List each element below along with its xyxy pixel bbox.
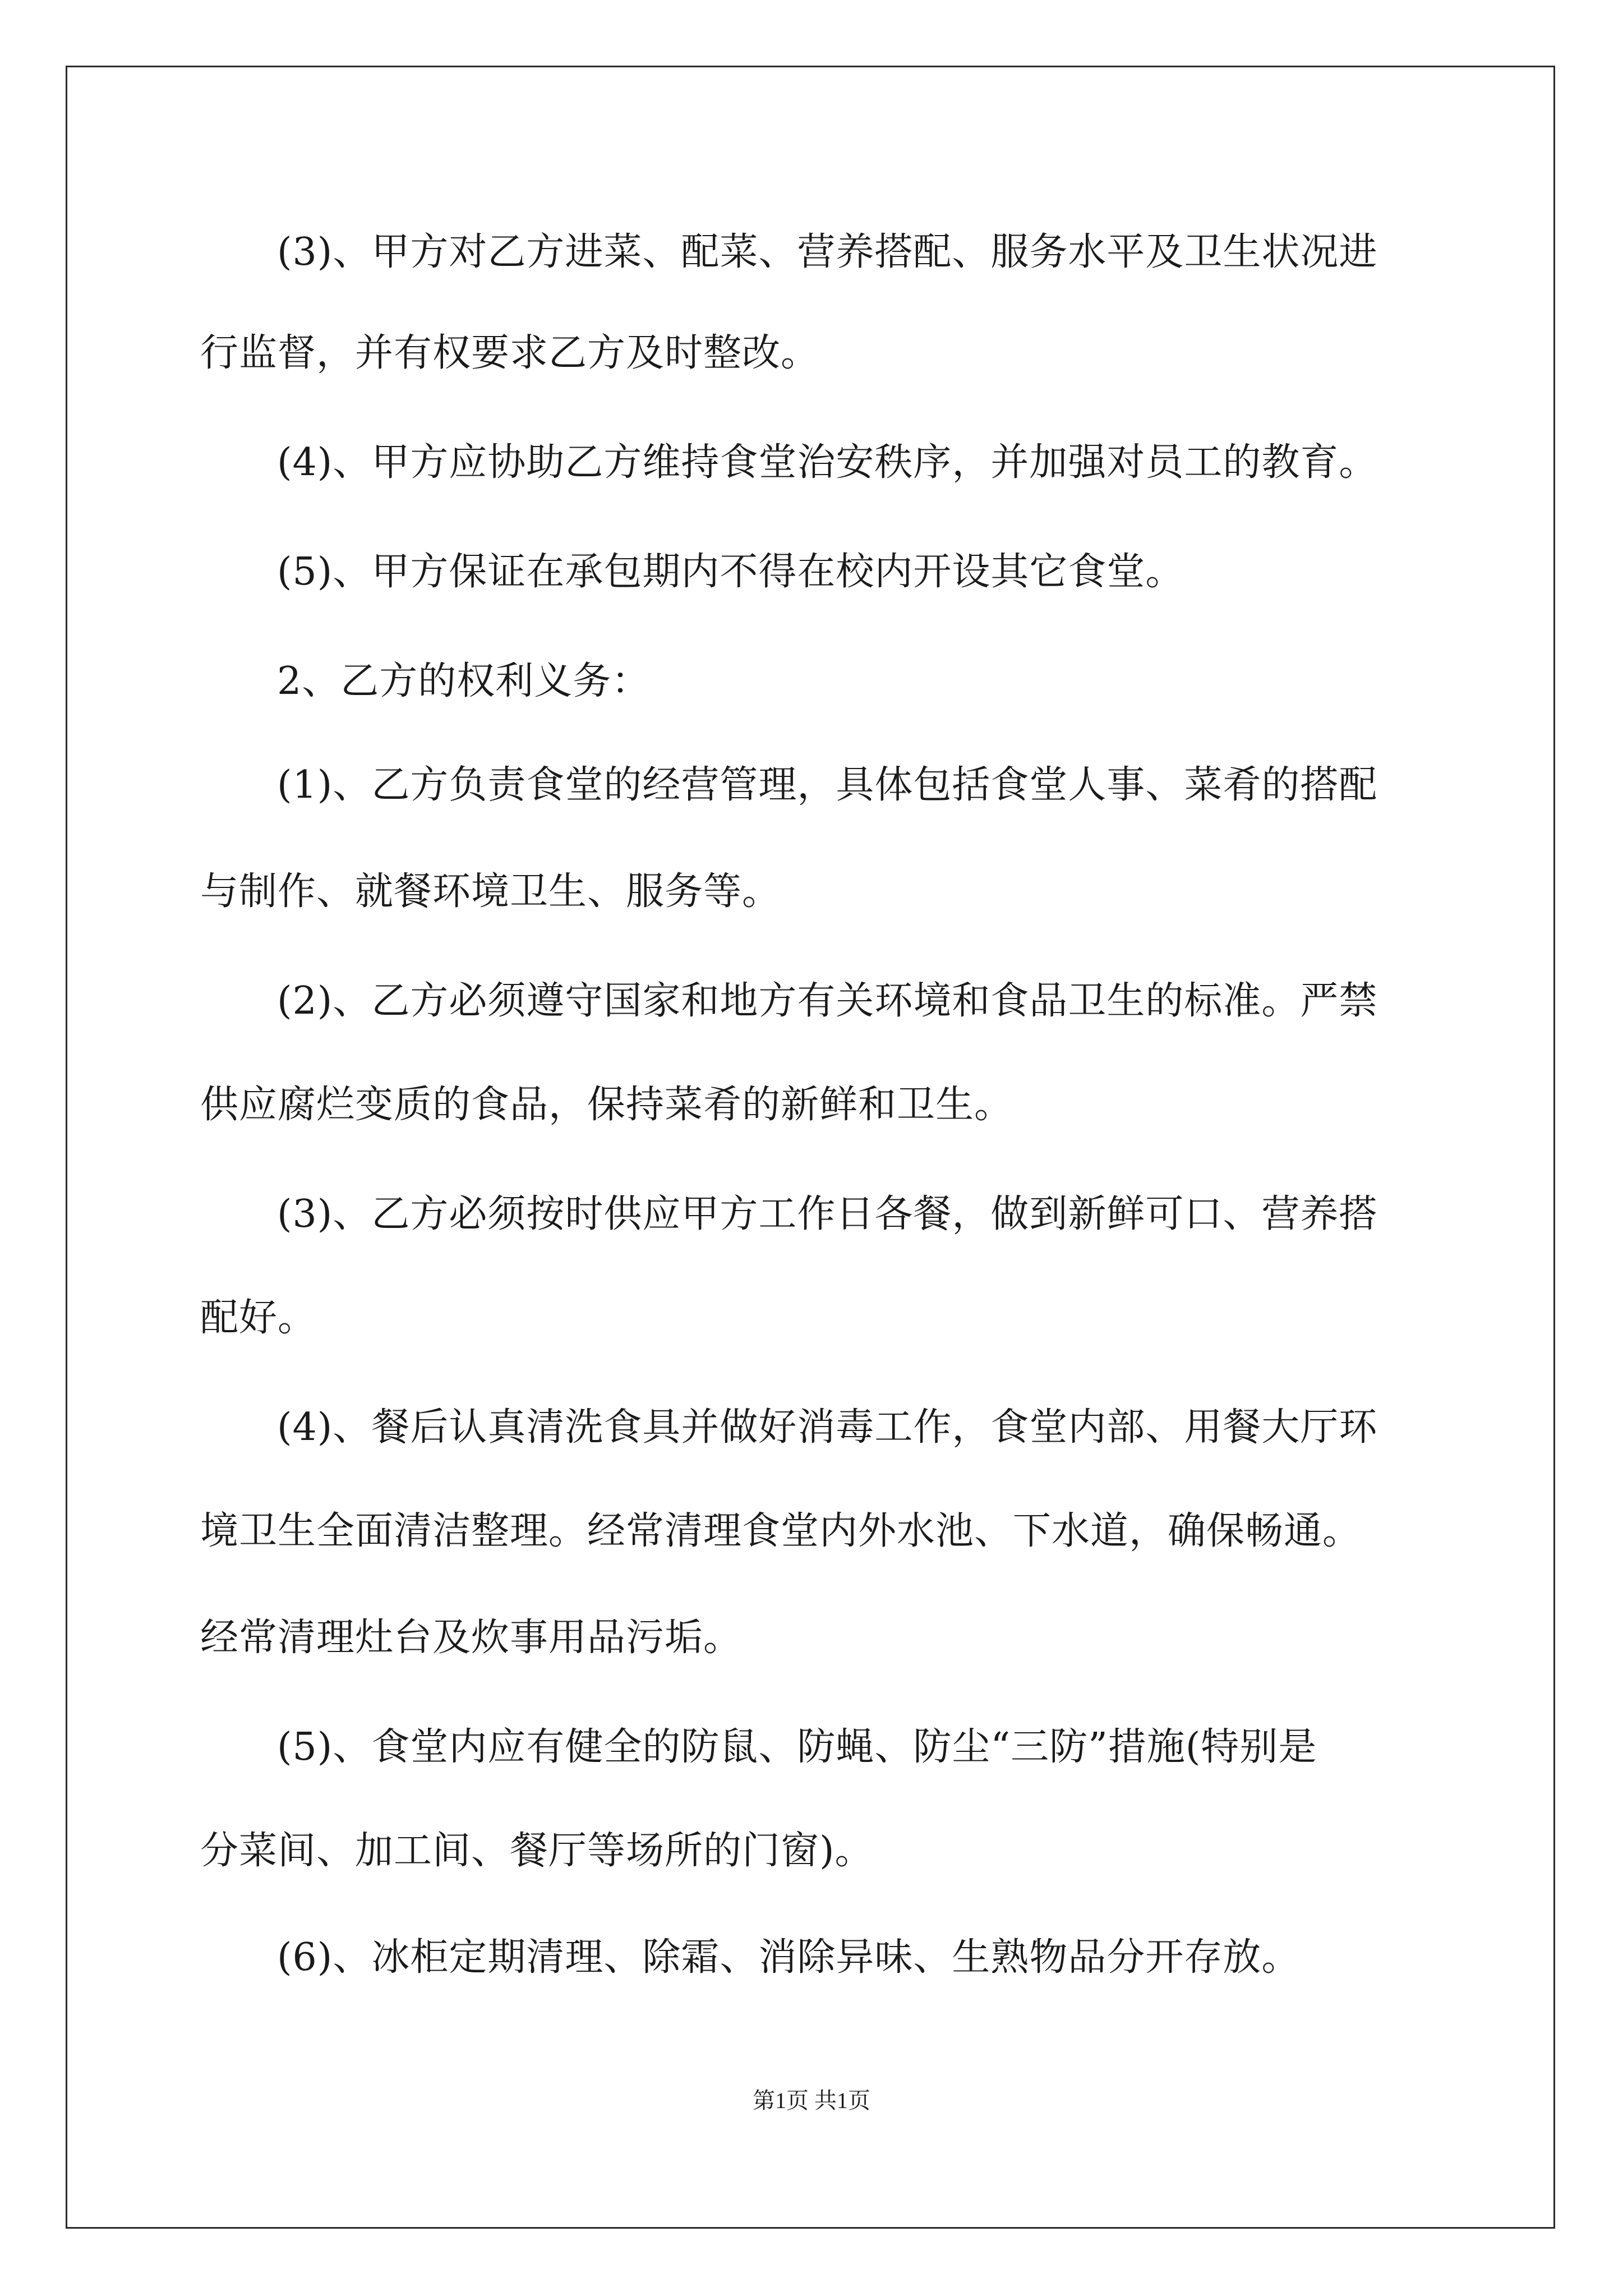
paragraph-line: 供应腐烂变质的食品，保持菜肴的新鲜和卫生。 bbox=[200, 1083, 1013, 1127]
paragraph-line: (4)、甲方应协助乙方维持食堂治安秩序，并加强对员工的教育。 bbox=[277, 440, 1378, 485]
paragraph-line: 分菜间、加工间、餐厅等场所的门窗)。 bbox=[200, 1829, 874, 1873]
paragraph-line: 经常清理灶台及炊事用品污垢。 bbox=[200, 1616, 743, 1660]
paragraph-line: 与制作、就餐环境卫生、服务等。 bbox=[200, 869, 781, 914]
paragraph-line: (3)、乙方必须按时供应甲方工作日各餐，做到新鲜可口、营养搭 bbox=[277, 1192, 1378, 1236]
paragraph-line: (5)、食堂内应有健全的防鼠、防蝇、防尘“三防”措施(特别是 bbox=[277, 1725, 1317, 1769]
paragraph-line: (4)、餐后认真清洗食具并做好消毒工作，食堂内部、用餐大厅环 bbox=[277, 1405, 1378, 1450]
paragraph-line: 行监督，并有权要求乙方及时整改。 bbox=[200, 331, 820, 375]
paragraph-line: 配好。 bbox=[200, 1296, 317, 1340]
paragraph-line: (3)、甲方对乙方进菜、配菜、营养搭配、服务水平及卫生状况进 bbox=[277, 230, 1378, 274]
paragraph-line: (2)、乙方必须遵守国家和地方有关环境和食品卫生的标准。严禁 bbox=[277, 979, 1378, 1023]
page-footer: 第1页 共1页 bbox=[753, 2088, 870, 2113]
paragraph-line: 境卫生全面清洁整理。经常清理食堂内外水池、下水道，确保畅通。 bbox=[200, 1509, 1362, 1553]
paragraph-line: (1)、乙方负责食堂的经营管理，具体包括食堂人事、菜肴的搭配 bbox=[277, 763, 1378, 807]
paragraph-line: (6)、冰柜定期清理、除霜、消除异味、生熟物品分开存放。 bbox=[277, 1935, 1301, 1980]
section-heading: 2、乙方的权利义务： bbox=[277, 659, 651, 703]
paragraph-line: (5)、甲方保证在承包期内不得在校内开设其它食堂。 bbox=[277, 550, 1184, 594]
page-border bbox=[66, 66, 1555, 2229]
